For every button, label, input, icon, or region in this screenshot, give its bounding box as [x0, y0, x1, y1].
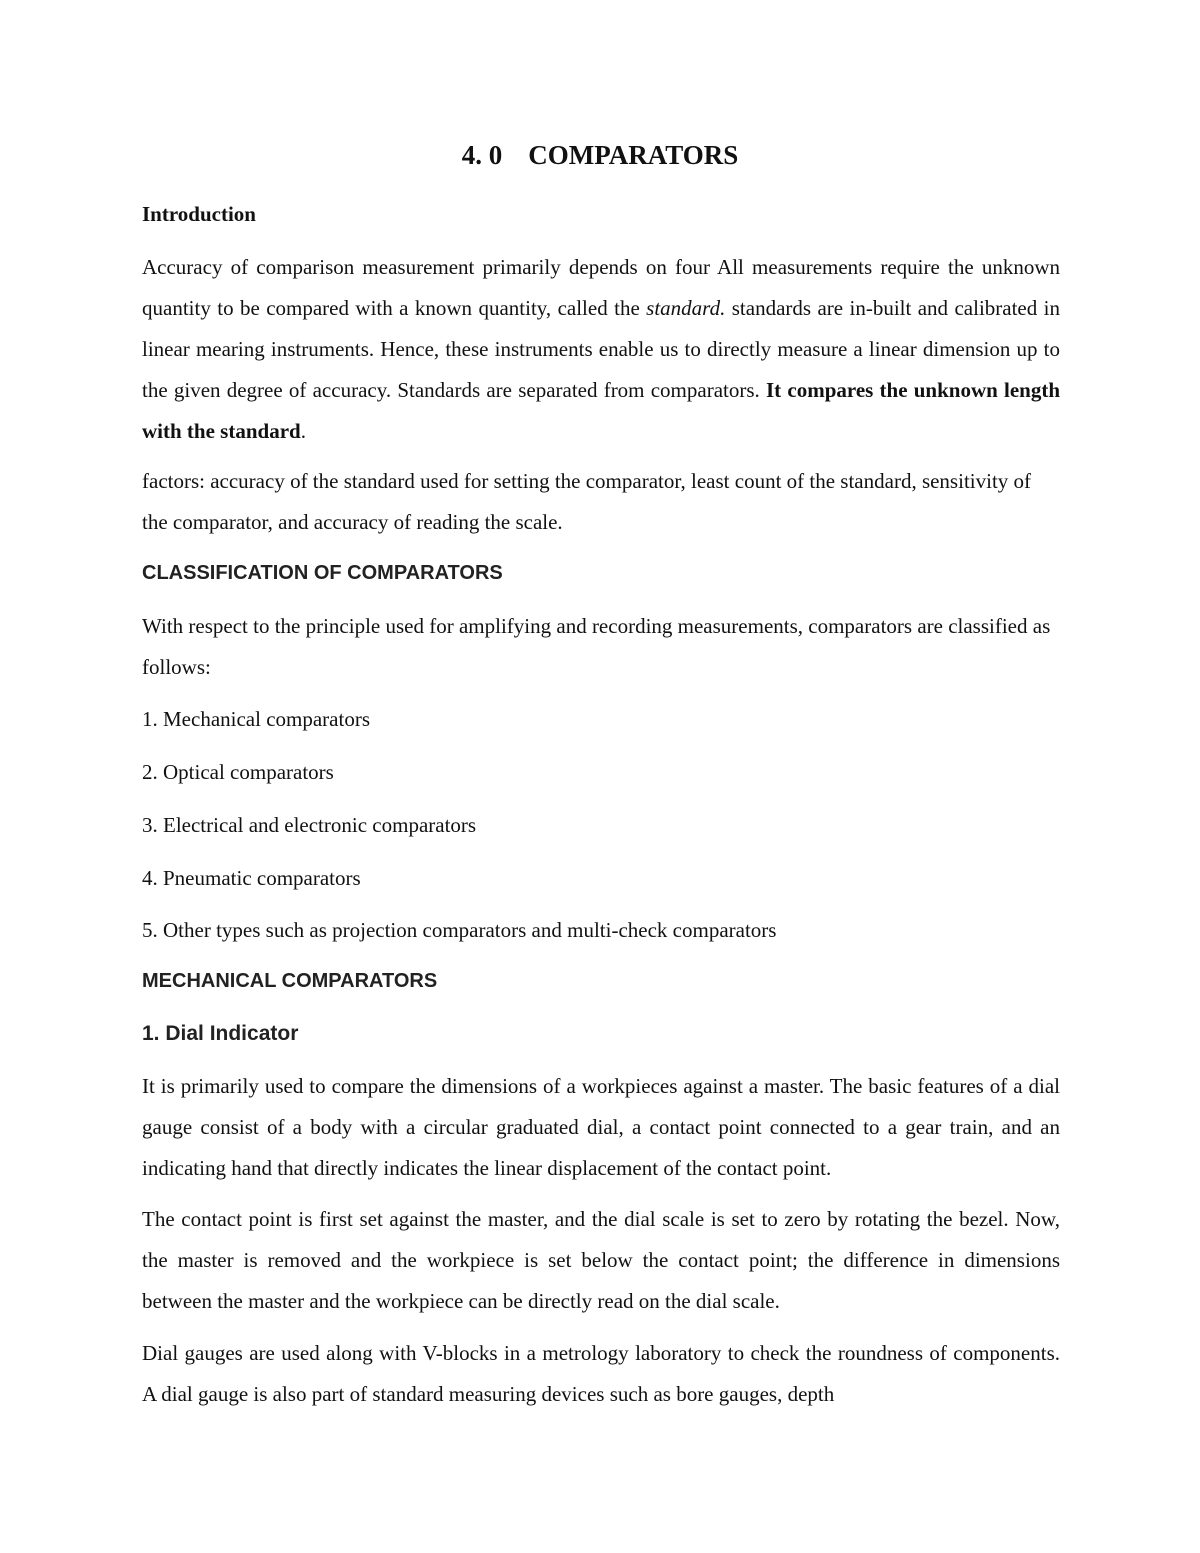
- dial-indicator-heading: 1. Dial Indicator: [142, 1022, 299, 1045]
- intro-text-b: standards are in-built and calibrated in linear mearing instruments. Hence, these instruments enable us to directly measure a linear dimension up to the given degree of accuracy. Standards are separated from comparators.: [142, 296, 1060, 402]
- factors-paragraph: factors: accuracy of the standard used for setting the comparator, least count of the standard, sensitivity of the comparator, and accuracy of reading the scale.: [142, 469, 1032, 534]
- section-number: 4. 0: [461, 140, 503, 170]
- list-item: 5. Other types such as projection comparators and multi-check comparators: [142, 918, 777, 942]
- section-title: COMPARATORS: [528, 140, 739, 170]
- intro-text-a: Accuracy of comparison measurement primarily depends on four All measurements require the unknown quantity to be compared with a known quantity, called the: [142, 255, 1060, 320]
- list-item: 3. Electrical and electronic comparators: [142, 813, 477, 837]
- intro-bold-statement: It compares the unknown length with the standard: [142, 378, 1061, 443]
- dial-indicator-paragraph-3: Dial gauges are used along with V-blocks in a metrology laboratory to check the roundness of components. A dial gauge is also part of standard measuring devices such as bore gauges, depth: [142, 1341, 1060, 1406]
- list-item: 4. Pneumatic comparators: [142, 866, 361, 890]
- classification-heading: CLASSIFICATION OF COMPARATORS: [142, 562, 503, 584]
- dial-indicator-paragraph-1: It is primarily used to compare the dimensions of a workpieces against a master. The basic features of a dial gauge consist of a body with a circular graduated dial, a contact point connected to a gear train, and an indicating hand that directly indicates the linear displacement of the contact point.: [142, 1074, 1060, 1180]
- introduction-heading: Introduction: [142, 202, 256, 226]
- list-item: 2. Optical comparators: [142, 760, 334, 784]
- list-item: 1. Mechanical comparators: [142, 707, 370, 731]
- mechanical-heading: MECHANICAL COMPARATORS: [142, 970, 438, 992]
- introduction-paragraph: [142, 247, 1060, 452]
- intro-text-end: .: [300, 419, 306, 443]
- classification-intro: With respect to the principle used for amplifying and recording measurements, comparators are classified as follows:: [142, 614, 1051, 679]
- intro-standard-term: standard.: [646, 296, 726, 320]
- page-title: [0, 140, 1200, 171]
- dial-indicator-paragraph-2: The contact point is first set against the master, and the dial scale is set to zero by rotating the bezel. Now, the master is removed and the workpiece is set below the contact point; the difference in dimensions between the master and the workpiece can be directly read on the dial scale.: [142, 1207, 1060, 1313]
